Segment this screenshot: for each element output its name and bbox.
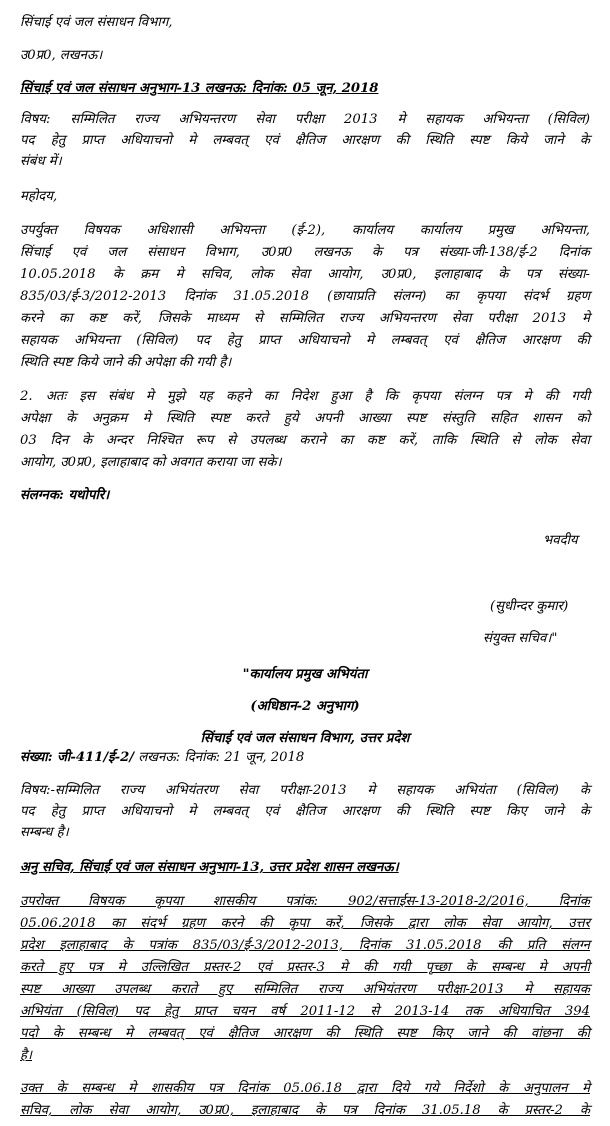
letter1-para2-line-1: 2. अतः इस संबंध मे मुझे यह कहने का निदेश हुआ है कि कृपया संलग्न पत्र मे की गयी bbox=[20, 389, 590, 404]
reference-line bbox=[20, 747, 304, 765]
letter2-para1-line-2: 05.06.2018 का संदर्भ ग्रहण करने की कृपा करें, जिसके द्वारा लोक सेवा आयोग, उत्तर bbox=[20, 916, 590, 931]
letter1-para1-line-1: उपर्युक्त विषयक अधिशासी अभियन्ता (ई-2), कार्यालय कार्यालय प्रमुख अभियन्ता, bbox=[20, 223, 590, 238]
sender-city: उ0प्र0, लखनऊ। bbox=[20, 48, 103, 63]
section-heading: (अधिष्ठान-2 अनुभाग) bbox=[250, 699, 360, 715]
letter1-subject-line-2: पद हेतु प्राप्त अधियाचनो मे लम्बवत् एवं क्षैतिज आरक्षण की स्थिति स्पष्ट किये जाने के bbox=[20, 133, 590, 148]
letter2-subject-line-1: विषय:-सम्मिलित राज्य अभियंतरण सेवा परीक्षा-2013 मे सहायक अभियंता (सिविल) के bbox=[20, 783, 590, 798]
letter1-subject-line-1: विषय: सम्मिलित राज्य अभियन्तरण सेवा परीक्षा 2013 मे सहायक अभियन्ता (सिविल) bbox=[20, 112, 590, 127]
reference-number: संख्या: जी-411/ई-2/ bbox=[20, 750, 135, 765]
letter1-to-line: सिंचाई एवं जल संसाधन अनुभाग-13 लखनऊ: दिनांक: 05 जून, 2018 bbox=[20, 81, 379, 96]
letter2-para1-line-8: है। bbox=[20, 1048, 33, 1063]
letter1-para1-line-3: 10.05.2018 के क्रम मे सचिव, लोक सेवा आयोग, उ0प्र0, इलाहाबाद के पत्र संख्या- bbox=[20, 267, 590, 282]
letter2-para1-line-3: प्रदेश इलाहाबाद के पत्रांक 835/03/ई-3/2012-2013, दिनांक 31.05.2018 की प्रति संलग्न bbox=[20, 938, 590, 953]
signatory-name: (सुधीन्दर कुमार) bbox=[490, 599, 569, 615]
letter2-subject-line-2: पद हेतु प्राप्त अधियाचनो मे लम्बवत् एवं क्षैतिज आरक्षण की स्थिति स्पष्ट किए जाने के bbox=[20, 804, 590, 819]
sender-dept: सिंचाई एवं जल संसाधन विभाग, bbox=[20, 15, 173, 30]
letter1-para2-line-3: 03 दिन के अन्दर निश्चित रूप से उपलब्ध कराने का कष्ट करें, ताकि स्थिति से लोक सेवा bbox=[20, 433, 590, 448]
letter1-para1-line-6: सहायक अभियन्ता (सिविल) पद हेतु प्राप्त अधियाचनो मे लम्बवत् एवं क्षैतिज आरक्षण की bbox=[20, 333, 590, 348]
letter2-para1-line-7: पदो के सम्बन्ध मे लम्बवत् एवं क्षैतिज आरक्षण की स्थिति स्पष्ट किए जाने की वांछना की bbox=[20, 1026, 590, 1041]
letter1-subject-line-3: संबंध में। bbox=[20, 154, 62, 169]
letter2-to-line: अनु सचिव, सिंचाई एवं जल संसाधन अनुभाग-13, उत्तर प्रदेश शासन लखनऊ। bbox=[20, 860, 399, 875]
letter1-para1-line-5: करने का कष्ट करें, जिसके माध्यम से सम्मिलित राज्य अभियन्तरण सेवा परीक्षा 2013 मे bbox=[20, 311, 590, 326]
letter1-para1-line-7: स्थिति स्पष्ट किये जाने की अपेक्षा की गयी है। bbox=[20, 355, 232, 370]
office-heading: "कार्यालय प्रमुख अभियंता bbox=[242, 667, 368, 683]
signatory-title: संयुक्त सचिव।" bbox=[483, 631, 558, 647]
letter1-para2-line-4: आयोग, उ0प्र0, इलाहाबाद को अवगत कराया जा सके। bbox=[20, 455, 282, 470]
closing: भवदीय bbox=[543, 533, 578, 549]
letter2-subject-line-3: सम्बन्ध है। bbox=[20, 825, 69, 840]
letter2-para1-line-1: उपरोक्त विषयक कृपया शासकीय पत्रांक: 902/सत्ताईस-13-2018-2/2016, दिनांक bbox=[20, 894, 590, 909]
letter2-para2-line-1: उक्त के सम्बन्ध मे शासकीय पत्र दिनांक 05.06.18 द्वारा दिये गये निर्देशो के अनुपालन मे bbox=[20, 1081, 590, 1096]
enclosure: संलग्नक: यथोपरि। bbox=[20, 488, 110, 503]
letter2-para1-line-5: स्पष्ट आख्या उपलब्ध कराते हुए सम्मिलित राज्य अभियंतरण परीक्षा-2013 मे सहायक bbox=[20, 982, 590, 997]
reference-date: लखनऊ: दिनांक: 21 जून, 2018 bbox=[134, 750, 305, 765]
letter1-para1-line-4: 835/03/ई-3/2012-2013 दिनांक 31.05.2018 (छायाप्रति संलग्न) का कृपया संदर्भ ग्रहण bbox=[20, 289, 590, 304]
letter1-para1-line-2: सिंचाई एवं जल संसाधन विभाग, उ0प्र0 लखनऊ के पत्र संख्या-जी-138/ई-2 दिनांक bbox=[20, 245, 590, 260]
salutation: महोदय, bbox=[20, 189, 58, 204]
letter2-para1-line-4: करते हुए पत्र मे उल्लिखित प्रस्तर-2 एवं प्रस्तर-3 मे की गयी पृच्छा के सम्बन्ध मे अपनी bbox=[20, 960, 590, 975]
letter1-para2-line-2: अपेक्षा के अनुक्रम मे स्थिति स्पष्ट करते हुये अपनी आख्या स्पष्ट संस्तुति सहित शासन को bbox=[20, 411, 590, 426]
letter2-para1-line-6: अभियंता (सिविल) पद हेतु प्राप्त चयन वर्ष 2011-12 से 2013-14 तक अधियाचित 394 bbox=[20, 1004, 590, 1019]
dept-heading: सिंचाई एवं जल संसाधन विभाग, उत्तर प्रदेश bbox=[200, 731, 410, 747]
letter2-para2-line-2: सचिव, लोक सेवा आयोग, उ0प्र0, इलाहाबाद के पत्र दिनांक 31.05.18 के प्रस्तर-2 के bbox=[20, 1103, 590, 1118]
